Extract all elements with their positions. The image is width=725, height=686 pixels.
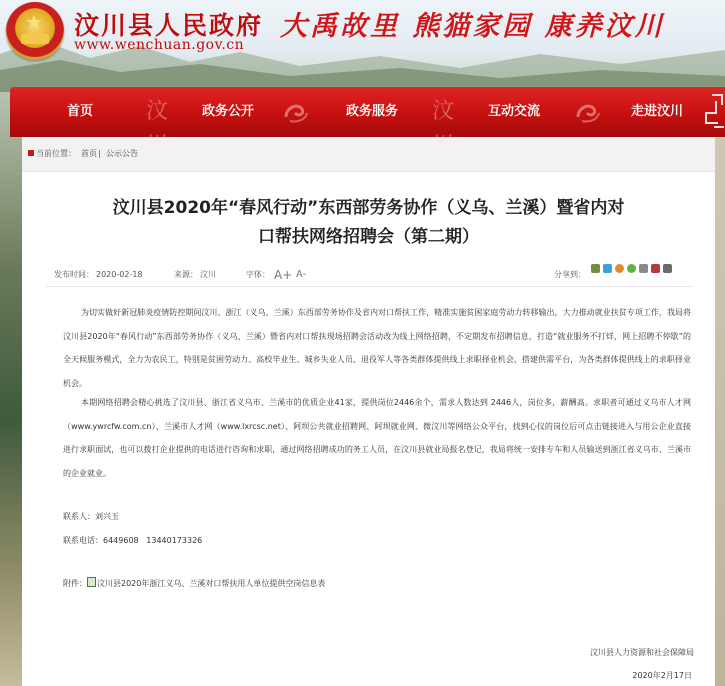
fret-pattern-decor <box>690 87 725 137</box>
source-value: 汶川 <box>200 270 216 279</box>
location-icon <box>28 150 34 156</box>
share-label: 分享到： <box>554 270 586 279</box>
issuer-signature: 汶川县人力资源和社会保障局 <box>590 648 694 657</box>
nav-item-home[interactable]: 首页 <box>66 104 93 119</box>
share-weibo-icon[interactable] <box>615 264 624 273</box>
article-meta-bar <box>46 264 693 287</box>
nav-item-about-wenchuan[interactable]: 走进汶川 <box>630 104 683 119</box>
right-decor-strip <box>715 92 725 686</box>
share-renren-icon[interactable] <box>651 264 660 273</box>
attachment <box>63 577 325 589</box>
contact-phone-value: 6449608 13440173326 <box>103 536 203 545</box>
font-decrease-button[interactable]: A- <box>296 269 307 280</box>
excel-file-icon <box>87 577 96 587</box>
national-emblem-icon: ★ <box>6 2 64 60</box>
font-increase-button[interactable]: A+ <box>274 268 293 282</box>
publish-time: 2020-02-18 <box>96 270 143 279</box>
breadcrumb-label: 当前位置： <box>36 149 76 158</box>
publish-time-label: 发布时间： <box>54 270 94 279</box>
font-size-label: 字体： <box>246 270 270 279</box>
header-banner <box>0 0 725 92</box>
site-url: www.wenchuan.gov.cn <box>74 37 245 53</box>
nav-item-interaction[interactable]: 互动交流 <box>487 104 540 119</box>
breadcrumb-current-link[interactable]: 公示公告 <box>106 149 138 158</box>
contact-phone <box>63 535 202 546</box>
cloud-swirl-icon <box>282 99 310 125</box>
article-title-line: 口帮扶网络招聘会（第二期） <box>258 227 479 247</box>
share-print-icon[interactable] <box>663 264 672 273</box>
breadcrumb-separator: | <box>98 149 101 158</box>
slogan: 大禹故里 熊猫家园 康养汶川 <box>280 11 665 42</box>
article-title <box>42 194 695 252</box>
article-paragraph: 为切实做好新冠肺炎疫情防控期间汶川、浙江（义乌、兰溪）东西部劳务协作及省内对口帮扶工作，精准实施贫困家庭劳动力转移输出，大力推动就业扶贫专项工作，我局将汶川县2020年“春风行动”东西部劳务协作（义乌、兰溪）暨省内对口帮扶现场招聘会活动改为线上网络招聘，不定期发布招聘信息，打造“就业服务不打烊，网上招聘不停歇”的全天候服务模式，全力为农民工，特别是贫困劳动力、高校毕业生、城乡失业人员、退役军人等各类群体提供线上求职择业机会，搭建供需平台，为各类群体提供线上的求职择业机会。 <box>63 308 691 388</box>
article-title-line: 汶川县2020年“春风行动”东西部劳务协作（义乌、兰溪）暨省内对 <box>112 198 625 218</box>
share-more-icon[interactable] <box>591 264 600 273</box>
cloud-swirl-icon <box>574 99 602 125</box>
contact-phone-label: 联系电话： <box>63 536 103 545</box>
main-nav <box>10 87 725 137</box>
contact-person <box>63 511 119 522</box>
nav-decor-glyph: 汶 <box>431 99 454 124</box>
attachment-label: 附件： <box>63 579 87 588</box>
site-title[interactable]: 汶川县人民政府 <box>74 11 264 40</box>
share-qzone-icon[interactable] <box>603 264 612 273</box>
issue-date: 2020年2月17日 <box>632 671 692 680</box>
breadcrumb-home-link[interactable]: 首页 <box>81 149 97 158</box>
breadcrumb <box>22 137 715 172</box>
contact-person-value: 刘兴玉 <box>95 512 119 521</box>
share-wechat-icon[interactable] <box>627 264 636 273</box>
left-decor-strip <box>0 92 22 686</box>
content-panel <box>22 137 715 686</box>
contact-person-label: 联系人： <box>63 512 95 521</box>
share-qq-icon[interactable] <box>639 264 648 273</box>
nav-item-gov-services[interactable]: 政务服务 <box>345 104 398 119</box>
source-label: 来源： <box>174 270 198 279</box>
nav-item-gov-affairs[interactable]: 政务公开 <box>201 104 254 119</box>
attachment-link[interactable]: 汶川县2020年浙江义乌、兰溪对口帮扶用人单位提供空岗信息表 <box>97 579 326 588</box>
nav-decor-glyph: 汶 <box>145 99 168 124</box>
article-paragraph: 本期网络招聘会精心挑选了汶川县、浙江省义乌市、兰溪市的优质企业41家，提供岗位2446余个，需求人数达到 2446人，岗位多，薪酬高。求职者可通过义乌市人才网（www.ywrcfw.com.cn）、兰溪市人才网（www.lxrcsc.net）、阿坝公共就业招聘网、阿坝就业网、微汶川等网络公众平台，找到心仪的岗位后可点击链接进入与用公企业直接进行求职面试，也可以拨打企业提供的电话进行咨询和求职，通过网络招聘成功的务工人员，在汶川县就业局报名登记，我局将统一安排专车和人员输送到浙江省义乌市、兰溪市的企业就业。 <box>63 398 691 478</box>
